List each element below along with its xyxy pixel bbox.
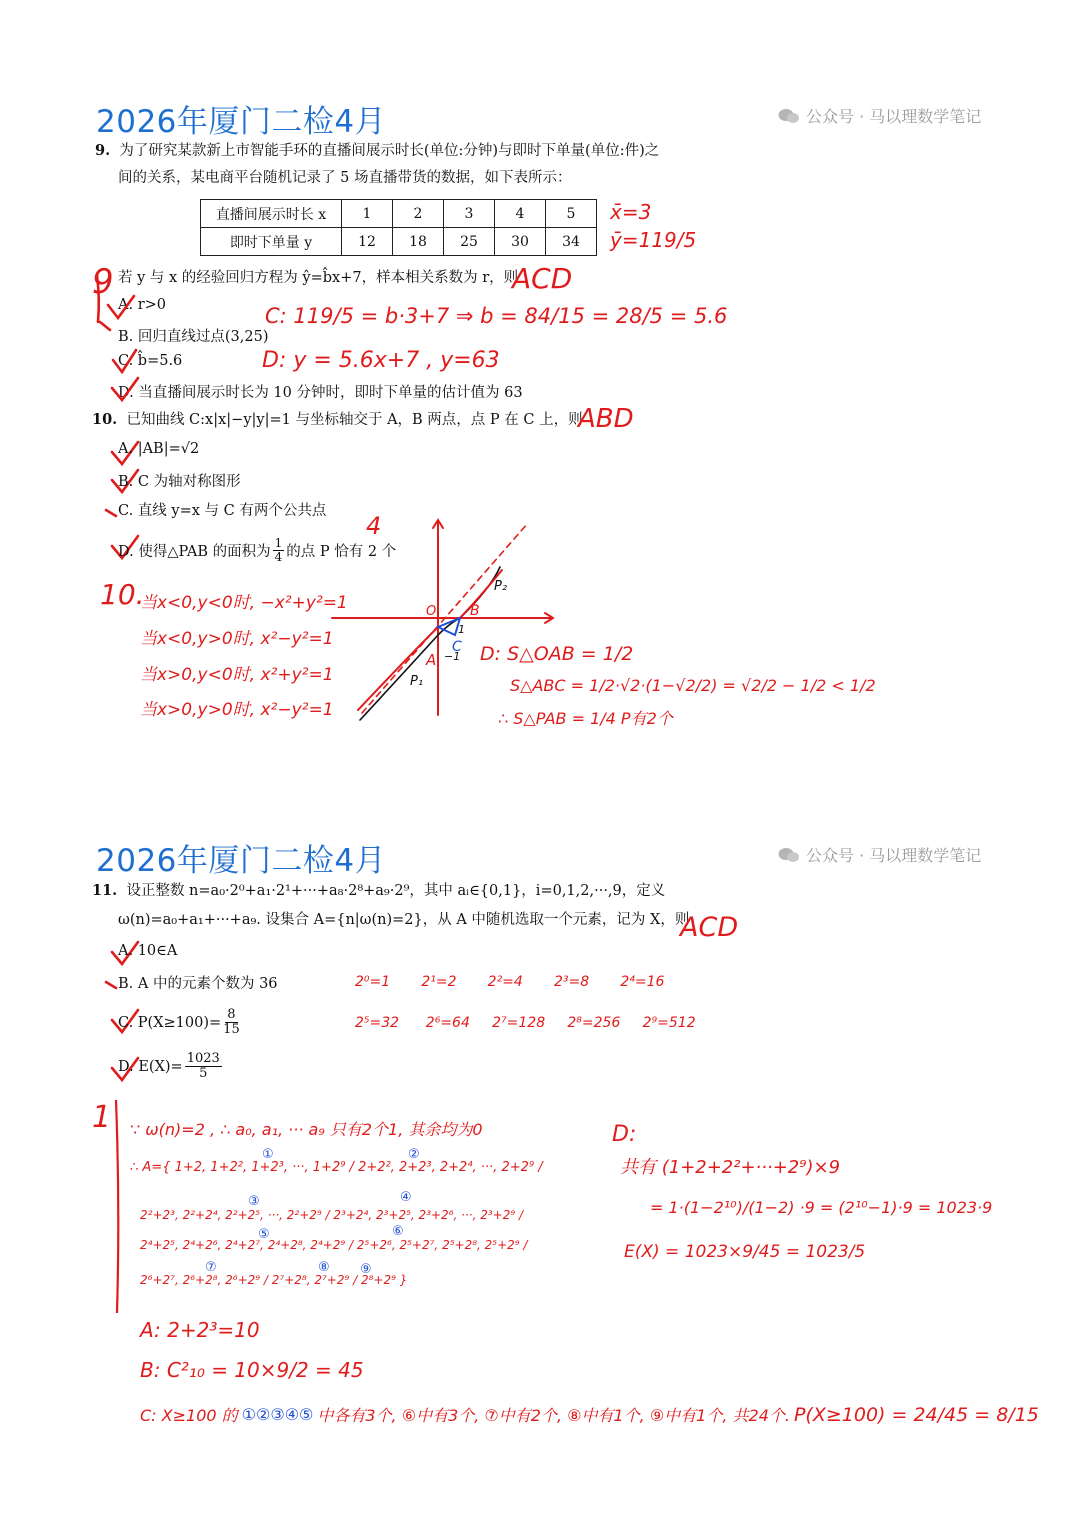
- circle-8: ⑧: [318, 1260, 330, 1275]
- q11-fraction-c: [223, 1008, 240, 1037]
- circle-ref: ①: [241, 1405, 256, 1424]
- hw-four: 4: [366, 512, 382, 540]
- circle-4: ④: [400, 1190, 412, 1205]
- hw-answer-11: ACD: [680, 912, 739, 943]
- hw-power: 2⁹=512: [642, 1015, 696, 1031]
- q11-option-c: [118, 1008, 240, 1037]
- q10-option-d-text1: D. 使得△PAB 的面积为: [118, 544, 271, 560]
- table-cell: 1: [342, 200, 393, 228]
- hw-one: 1: [92, 1100, 112, 1135]
- q10-graph: [330, 515, 560, 730]
- watermark-text: 公众号 · 马以理数学笔记: [806, 107, 982, 126]
- hw-case-3: 当x>0,y<0时, x²+y²=1: [140, 665, 334, 685]
- q11-number: 11.: [92, 882, 118, 899]
- page-title-1: 2026年厦门二检4月: [96, 104, 387, 140]
- label-p1: P₁: [410, 674, 424, 689]
- cross-mark-icon: [106, 982, 116, 988]
- cross-mark-icon: [100, 322, 110, 330]
- q10-option-d-text2: 的点 P 恰有 2 个: [286, 544, 397, 560]
- q10-stem: [92, 410, 583, 430]
- q11-option-b: B. A 中的元素个数为 36: [118, 976, 278, 992]
- q9-option-a: A. r>0: [118, 297, 166, 313]
- hw-d11-line2: = 1·(1−2¹⁰)/(1−2) ·9 = (2¹⁰−1)·9 = 1023·9: [650, 1198, 993, 1217]
- q9-option-c: C. b̂=5.6: [118, 353, 183, 369]
- q10-number: 10.: [92, 411, 118, 428]
- hw-power: 2⁵=32: [355, 1015, 400, 1031]
- hw-nine: 9: [92, 262, 114, 302]
- q11-option-d-text: D. E(X)=: [118, 1058, 183, 1075]
- hw-case-1: 当x<0,y<0时, −x²+y²=1: [140, 593, 348, 613]
- table-cell: 2: [393, 200, 444, 228]
- fraction-numerator: 1: [274, 536, 283, 550]
- circle-7: ⑦: [205, 1260, 217, 1275]
- page-title-2: 2026年厦门二检4月: [96, 843, 387, 879]
- label-a: A: [426, 651, 437, 669]
- q11-stem-line1: [92, 881, 665, 901]
- fraction-denominator: 15: [223, 1022, 240, 1037]
- hw-c11-end: P(X≥100) = 24/45 = 8/15: [793, 1403, 1039, 1426]
- hw-power: 2³=8: [553, 974, 590, 990]
- hw-d11-label: D:: [612, 1122, 637, 1147]
- hw-c11-mid: 中各有3个, ⑥中有3个, ⑦中有2个, ⑧中有1个, ⑨中有1个, 共24个.: [317, 1406, 790, 1425]
- circle-3: ③: [248, 1194, 260, 1209]
- bar-stroke: [116, 1100, 118, 1313]
- label-c: C: [452, 639, 462, 655]
- q11-fraction-d: [185, 1052, 222, 1081]
- label-p2: P₂: [494, 579, 508, 594]
- hw-c11-start: C: X≥100 的: [140, 1406, 238, 1425]
- label-o: O: [426, 604, 437, 619]
- label-b: B: [470, 603, 480, 619]
- hw-d9: D: y = 5.6x+7 , y=63: [262, 348, 500, 373]
- fraction-numerator: 8: [227, 1007, 236, 1022]
- q10-fraction: [273, 537, 285, 564]
- check-icon: [113, 350, 136, 372]
- check-icon: [108, 296, 134, 318]
- watermark-text: 公众号 · 马以理数学笔记: [806, 846, 982, 865]
- fraction-numerator: 1023: [186, 1051, 220, 1066]
- circle-2: ②: [408, 1147, 420, 1162]
- hw-power: 2⁸=256: [567, 1015, 621, 1031]
- table-cell: 34: [546, 228, 597, 256]
- table-header-y: 即时下单量 y: [201, 228, 342, 256]
- table-cell: 30: [495, 228, 546, 256]
- hw-powers-row2: [355, 1015, 696, 1031]
- table-cell: 25: [444, 228, 495, 256]
- hw-ybar: ȳ=119/5: [610, 228, 697, 252]
- circle-ref: ②: [256, 1405, 271, 1424]
- table-cell: 4: [495, 200, 546, 228]
- hw-line1: ∵ ω(n)=2 , ∴ a₀, a₁, ··· a₉ 只有2个1, 其余均为0: [130, 1120, 483, 1139]
- table-cell: 5: [546, 200, 597, 228]
- q11-option-a: A. 10∈A: [118, 943, 178, 959]
- q9-option-d: D. 当直播间展示时长为 10 分钟时，即时下单量的估计值为 63: [118, 385, 523, 401]
- circle-ref: ④: [284, 1405, 300, 1424]
- hw-b11: B: C²₁₀ = 10×9/2 = 45: [140, 1358, 364, 1382]
- label-one: 1: [458, 623, 465, 636]
- q9-option-b: B. 回归直线过点(3,25): [118, 329, 269, 345]
- q9-stem-line2: 间的关系，某电商平台随机记录了 5 场直播带货的数据，如下表所示：: [118, 170, 572, 186]
- hw-power: 2²=4: [487, 974, 523, 990]
- wechat-icon: [778, 846, 800, 864]
- q11-stem-line2: ω(n)=a₀+a₁+···+a₉. 设集合 A={n|ω(n)=2}，从 A 中随机选取一个元素，记为 X，则: [118, 912, 690, 928]
- circle-1: ①: [262, 1147, 274, 1162]
- cross-mark-icon: [106, 510, 116, 516]
- table-cell: 12: [342, 228, 393, 256]
- table-cell: 18: [393, 228, 444, 256]
- table-cell: 3: [444, 200, 495, 228]
- hw-set-row2: 2²+2³, 2²+2⁴, 2²+2⁵, ···, 2²+2⁹ / 2³+2⁴, 2³+2⁵, 2³+2⁶, ···, 2³+2⁹ /: [140, 1208, 524, 1222]
- check-icon: [112, 378, 138, 400]
- table-header-x: 直播间展示时长 x: [201, 200, 342, 228]
- q9-stem-line3: 若 y 与 x 的经验回归方程为 ŷ=b̂x+7，样本相关系数为 r，则: [118, 270, 519, 286]
- hw-d10-2: S△ABC = 1/2·√2·(1−√2/2) = √2/2 − 1/2 < 1/2: [510, 676, 876, 695]
- hw-set-row1: ∴ A={ 1+2, 1+2², 1+2³, ···, 1+2⁹ / 2+2², 2+2³, 2+2⁴, ···, 2+2⁹ /: [130, 1160, 543, 1175]
- q11-option-c-text: C. P(X≥100)=: [118, 1014, 222, 1031]
- hw-stroke-icon: [97, 276, 99, 322]
- circle-ref: ③: [270, 1405, 285, 1424]
- hw-c11: [140, 1403, 1039, 1426]
- hw-powers-row1: [355, 974, 664, 990]
- circle-9: ⑨: [360, 1262, 372, 1277]
- label-minus-one: −1: [444, 650, 461, 663]
- hw-answer-10: ABD: [578, 404, 634, 434]
- hw-xbar: x̄=3: [610, 200, 652, 224]
- hw-d10-1: D: S△OAB = 1/2: [480, 643, 634, 665]
- hw-power: 2⁶=64: [425, 1015, 470, 1031]
- hw-case-4: 当x>0,y>0时, x²−y²=1: [140, 700, 334, 720]
- hw-power: 2⁷=128: [492, 1015, 546, 1031]
- hw-set-row4: 2⁶+2⁷, 2⁶+2⁸, 2⁶+2⁹ / 2⁷+2⁸, 2⁷+2⁹ / 2⁸+2⁹ }: [140, 1273, 408, 1287]
- hw-power: 2¹=2: [421, 974, 457, 990]
- hw-power: 2⁴=16: [620, 974, 665, 990]
- q10-option-a: A. |AB|=√2: [118, 441, 200, 457]
- hw-vertical-bar: [108, 1098, 128, 1318]
- circle-6: ⑥: [392, 1224, 404, 1239]
- hw-c9: C: 119/5 = b·3+7 ⇒ b = 84/15 = 28/5 = 5.6: [265, 304, 728, 328]
- q9-number: 9.: [95, 142, 111, 159]
- fraction-denominator: 4: [274, 550, 283, 564]
- fraction-denominator: 5: [199, 1066, 208, 1081]
- hw-set-row3: 2⁴+2⁵, 2⁴+2⁶, 2⁴+2⁷, 2⁴+2⁸, 2⁴+2⁹ / 2⁵+2⁶, 2⁵+2⁷, 2⁵+2⁸, 2⁵+2⁹ /: [140, 1238, 528, 1252]
- hw-d10-3: ∴ S△PAB = 1/4 P有2个: [498, 709, 673, 728]
- hw-d11-line3: E(X) = 1023×9/45 = 1023/5: [624, 1242, 866, 1262]
- circle-5: ⑤: [258, 1227, 270, 1242]
- hw-power: 2⁰=1: [355, 974, 391, 990]
- hw-c11-circles: [242, 1405, 314, 1424]
- hw-ten: 10.: [100, 578, 145, 611]
- circle-ref: ⑤: [299, 1405, 314, 1424]
- hw-answer-9: ACD: [512, 262, 573, 295]
- q9-stem1: 为了研究某款新上市智能手环的直播间展示时长(单位:分钟)与即时下单量(单位:件)之: [119, 143, 660, 159]
- q11-stem1: 设正整数 n=a₀·2⁰+a₁·2¹+···+a₈·2⁸+a₉·2⁹，其中 aᵢ∈{0,1}，i=0,1,2,···,9，定义: [126, 883, 666, 899]
- q11-option-d: [118, 1052, 222, 1081]
- q10-stem-text: 已知曲线 C:x|x|−y|y|=1 与坐标轴交于 A，B 两点，点 P 在 C 上，则: [126, 412, 583, 428]
- q10-option-b: B. C 为轴对称图形: [118, 474, 241, 490]
- q10-option-c: C. 直线 y=x 与 C 有两个公共点: [118, 503, 327, 519]
- curve-lower: [360, 567, 500, 720]
- hw-case-2: 当x<0,y>0时, x²−y²=1: [140, 629, 334, 649]
- watermark-2: [778, 843, 981, 866]
- hw-d11-line1: 共有 (1+2+2²+···+2⁹)×9: [620, 1157, 841, 1178]
- hw-a11: A: 2+2³=10: [140, 1318, 260, 1342]
